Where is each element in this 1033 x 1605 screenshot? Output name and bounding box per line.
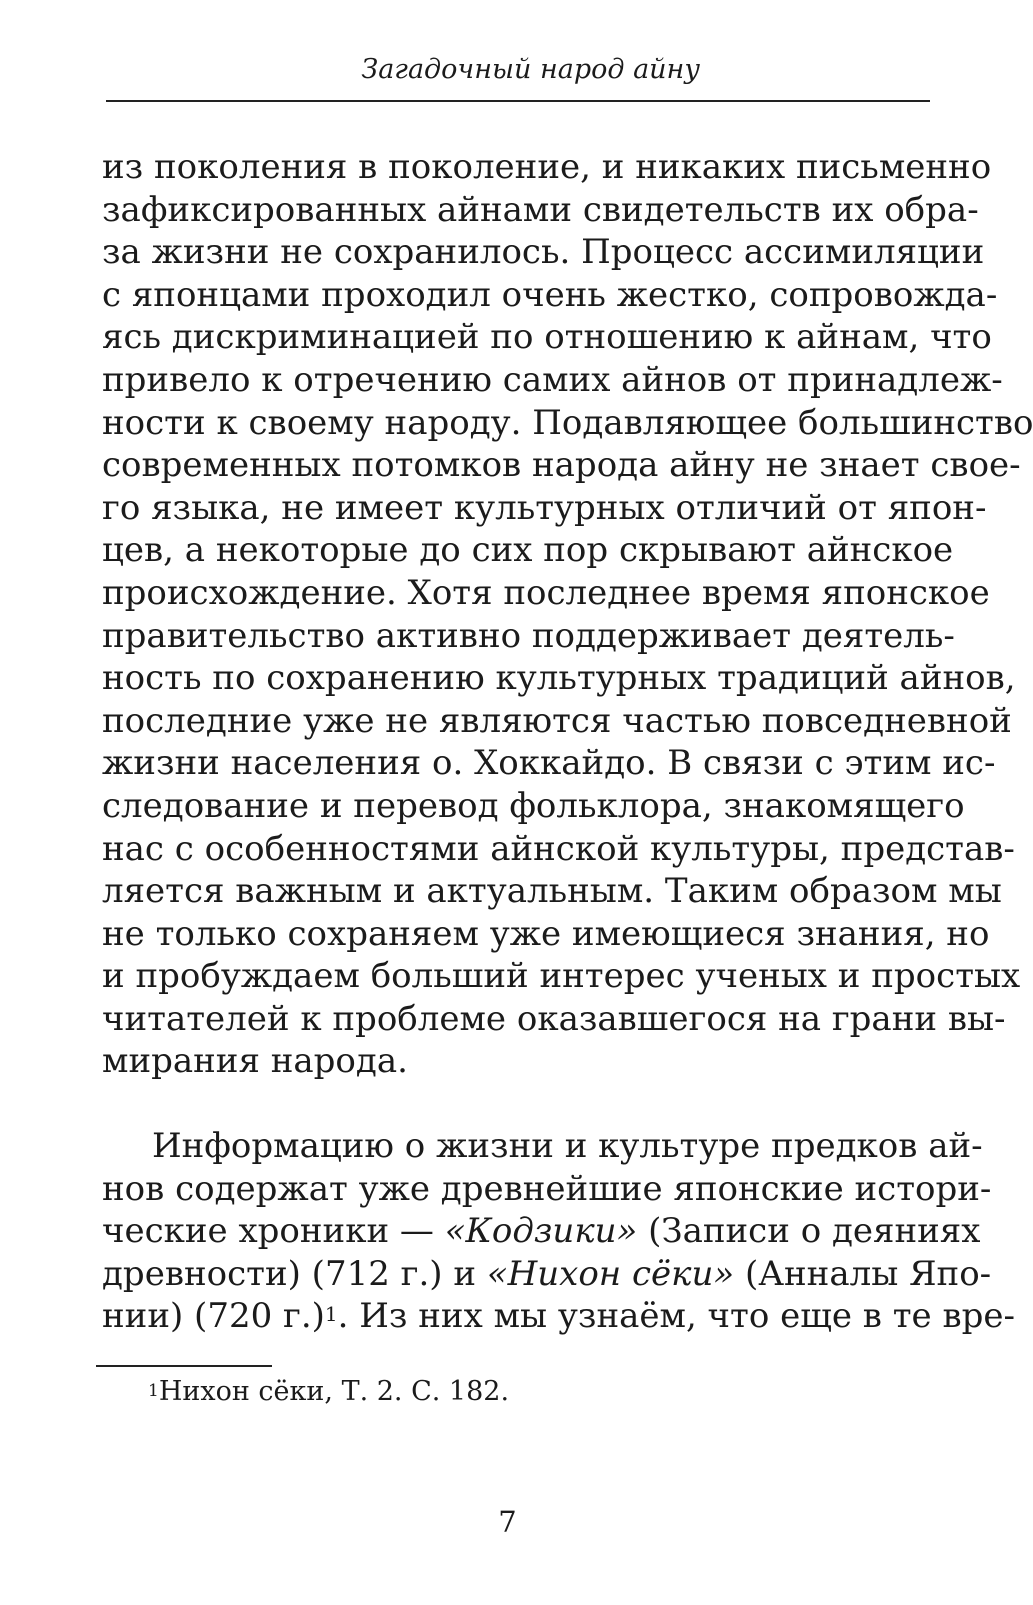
- text-line: ность по сохранению культурных традиций айнов,: [102, 658, 1016, 699]
- text-line: мирания народа.: [102, 1041, 408, 1082]
- text-line: привело к отречению самих айнов от принадлеж-: [102, 359, 1003, 400]
- paragraph-gap: [102, 1083, 935, 1125]
- text-line: ности к своему народу. Подавляющее большинство: [102, 402, 1033, 443]
- text-line: последние уже не являются частью повседневной: [102, 700, 1012, 741]
- text-run: древности) (712 г.) и: [102, 1253, 487, 1294]
- text-line: читателей к проблеме оказавшегося на грани вы-: [102, 998, 1006, 1039]
- text-line: зафиксированных айнами свидетельств их обра-: [102, 189, 979, 230]
- footnote-rule: [96, 1365, 272, 1367]
- text-line: [102, 1210, 981, 1253]
- text-line: нов содержат уже древнейшие японские истори-: [102, 1168, 992, 1209]
- text-line: и пробуждаем больший интерес ученых и простых: [102, 956, 1021, 997]
- running-head-title: Загадочный народ айну: [361, 54, 700, 85]
- text-run: ческие хроники —: [102, 1211, 445, 1252]
- text-line: [102, 1295, 1015, 1338]
- text-run: . Из них мы узнаём, что еще в те вре-: [337, 1296, 1015, 1337]
- text-line: жизни населения о. Хоккайдо. В связи с этим ис-: [102, 743, 996, 784]
- body-text: [102, 146, 1033, 1338]
- text-line: [102, 1253, 992, 1296]
- running-head: [106, 52, 930, 102]
- text-line: правительство активно поддерживает деятель-: [102, 615, 955, 656]
- text-line: Информацию о жизни и культуре предков ай-: [152, 1126, 983, 1167]
- text-line: ясь дискриминацией по отношению к айнам, что: [102, 317, 992, 358]
- title-nihon-shoki: «Нихон сёки»: [486, 1253, 735, 1294]
- text-line: ляется важным и актуальным. Таким образом мы: [102, 871, 1002, 912]
- text-line: с японцами проходил очень жестко, сопровожда-: [102, 274, 998, 315]
- text-line: го языка, не имеет культурных отличий от япон-: [102, 487, 987, 528]
- text-line: современных потомков народа айну не знает свое-: [102, 445, 1021, 486]
- paragraph-1: [102, 146, 1033, 1083]
- text-line: из поколения в поколение, и никаких письменно: [102, 147, 992, 187]
- text-run: нии) (720 г.): [102, 1296, 325, 1337]
- text-line: за жизни не сохранилось. Процесс ассимиляции: [102, 232, 985, 273]
- title-kojiki: «Кодзики»: [444, 1211, 638, 1252]
- text-line: происхождение. Хотя последнее время японское: [102, 572, 990, 613]
- paragraph-2: [102, 1125, 1015, 1338]
- footnote-reference[interactable]: 1: [324, 1302, 338, 1327]
- text-line: следование и перевод фольклора, знакомящего: [102, 785, 965, 826]
- footnote-marker: 1: [148, 1381, 159, 1401]
- text-line: цев, а некоторые до сих пор скрывают айнское: [102, 530, 954, 571]
- footnote: [148, 1374, 509, 1410]
- text-line: не только сохраняем уже имеющиеся знания, но: [102, 913, 990, 954]
- footnote-text: Нихон сёки, Т. 2. С. 182.: [158, 1376, 510, 1407]
- text-run: (Записи о деяниях: [637, 1211, 981, 1252]
- page-number: 7: [498, 1505, 517, 1539]
- text-line: нас с особенностями айнской культуры, представ-: [102, 828, 1015, 869]
- text-run: (Анналы Япо-: [734, 1253, 992, 1294]
